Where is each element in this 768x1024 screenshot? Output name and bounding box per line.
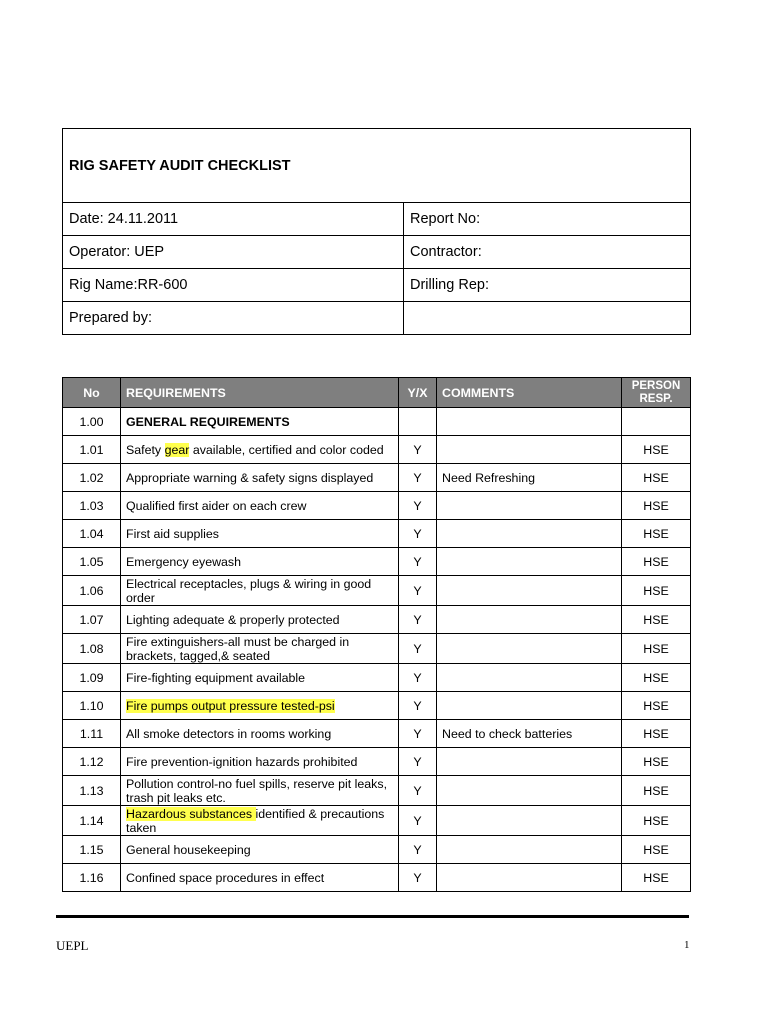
yx-value: Y (399, 748, 437, 776)
person-responsible: HSE (622, 634, 691, 664)
checklist-row (63, 634, 691, 664)
footer-company: UEPL (56, 938, 89, 953)
row-number: 1.14 (63, 806, 121, 836)
comment-text: Need to check batteries (437, 720, 622, 748)
row-number: 1.08 (63, 634, 121, 664)
row-number: 1.13 (63, 776, 121, 806)
person-responsible: HSE (622, 492, 691, 520)
yx-value: Y (399, 692, 437, 720)
operator-field: Operator: UEP (63, 236, 404, 269)
requirement-text (121, 748, 399, 776)
requirement-text-part: Lighting adequate & properly protected (126, 612, 340, 627)
comment-text (437, 776, 622, 806)
requirement-text (121, 464, 399, 492)
yx-value: Y (399, 720, 437, 748)
checklist-row (63, 664, 691, 692)
column-header-requirements: REQUIREMENTS (121, 378, 399, 408)
checklist-row (63, 836, 691, 864)
comment-text (437, 576, 622, 606)
date-field: Date: 24.11.2011 (63, 203, 404, 236)
comment-text (437, 664, 622, 692)
yx-value: Y (399, 576, 437, 606)
prepared-by-value (404, 302, 691, 335)
highlighted-text: gear (164, 442, 190, 457)
checklist-row (63, 692, 691, 720)
column-header-yx: Y/X (399, 378, 437, 408)
comment-text (437, 634, 622, 664)
checklist-row (63, 748, 691, 776)
requirement-text (121, 806, 399, 836)
rig-name-field: Rig Name:RR-600 (63, 269, 404, 302)
checklist-row (63, 576, 691, 606)
yx-value: Y (399, 520, 437, 548)
comment-text (437, 492, 622, 520)
yx-value: Y (399, 548, 437, 576)
requirement-text-part: available, certified and color coded (189, 442, 384, 457)
comment-text (437, 548, 622, 576)
yx-value: Y (399, 492, 437, 520)
checklist-table (62, 377, 691, 892)
page-number: 1 (684, 939, 690, 951)
comment-text (437, 836, 622, 864)
checklist-row (63, 464, 691, 492)
requirement-text-part: Electrical receptacles, plugs & wiring in good order (126, 576, 372, 605)
comment-text (437, 606, 622, 634)
requirement-text (121, 836, 399, 864)
comment-text (437, 806, 622, 836)
requirement-text (121, 720, 399, 748)
requirement-text-part: Pollution control-no fuel spills, reserve pit leaks, trash pit leaks etc. (126, 776, 388, 805)
checklist-row (63, 492, 691, 520)
requirement-text (121, 776, 399, 806)
highlighted-text: Hazardous substances (126, 806, 256, 821)
person-responsible: HSE (622, 776, 691, 806)
yx-value: Y (399, 776, 437, 806)
report-no-field: Report No: (404, 203, 691, 236)
person-responsible: HSE (622, 520, 691, 548)
checklist-row (63, 520, 691, 548)
requirement-text (121, 548, 399, 576)
person-responsible: HSE (622, 720, 691, 748)
drilling-rep-field: Drilling Rep: (404, 269, 691, 302)
requirement-text (121, 576, 399, 606)
comment-text (437, 864, 622, 892)
requirement-text (121, 692, 399, 720)
checklist-row (63, 864, 691, 892)
requirement-text (121, 634, 399, 664)
comment-text (437, 520, 622, 548)
person-responsible: HSE (622, 436, 691, 464)
requirement-text-part: Fire extinguishers-all must be charged in brackets, tagged,& seated (126, 634, 350, 663)
row-number: 1.06 (63, 576, 121, 606)
requirement-text-part: General housekeeping (126, 842, 251, 857)
audit-header-table (62, 128, 691, 335)
checklist-row (63, 606, 691, 634)
checklist-row (63, 548, 691, 576)
yx-value: Y (399, 806, 437, 836)
section-title: GENERAL REQUIREMENTS (121, 408, 399, 436)
row-number: 1.00 (63, 408, 121, 436)
row-number: 1.04 (63, 520, 121, 548)
requirement-text-part: Emergency eyewash (126, 554, 242, 569)
column-header-no: No (63, 378, 121, 408)
person-header-line2: RESP. (639, 392, 673, 405)
requirement-text-part: Fire prevention-ignition hazards prohibited (126, 754, 358, 769)
row-number: 1.11 (63, 720, 121, 748)
row-number: 1.05 (63, 548, 121, 576)
row-number: 1.02 (63, 464, 121, 492)
row-number: 1.15 (63, 836, 121, 864)
person-responsible: HSE (622, 464, 691, 492)
checklist-row (63, 436, 691, 464)
person-responsible: HSE (622, 806, 691, 836)
row-number: 1.09 (63, 664, 121, 692)
yx-value: Y (399, 464, 437, 492)
row-number: 1.01 (63, 436, 121, 464)
requirement-text (121, 436, 399, 464)
comment-text (437, 748, 622, 776)
row-number: 1.10 (63, 692, 121, 720)
yx-value: Y (399, 634, 437, 664)
requirement-text-part: First aid supplies (126, 526, 219, 541)
row-number: 1.07 (63, 606, 121, 634)
column-header-comments: COMMENTS (437, 378, 622, 408)
comment-text (437, 692, 622, 720)
requirement-text (121, 492, 399, 520)
row-number: 1.16 (63, 864, 121, 892)
yx-value: Y (399, 436, 437, 464)
person-responsible: HSE (622, 606, 691, 634)
person-responsible: HSE (622, 692, 691, 720)
checklist-header-row (63, 378, 691, 408)
document-title: RIG SAFETY AUDIT CHECKLIST (63, 129, 691, 203)
requirement-text-part: All smoke detectors in rooms working (126, 726, 332, 741)
row-number: 1.12 (63, 748, 121, 776)
requirement-text (121, 606, 399, 634)
person-responsible: HSE (622, 548, 691, 576)
yx-value: Y (399, 606, 437, 634)
person-responsible: HSE (622, 664, 691, 692)
yx-value: Y (399, 836, 437, 864)
person-responsible: HSE (622, 576, 691, 606)
yx-value: Y (399, 864, 437, 892)
comment-text (437, 436, 622, 464)
requirement-text-part: Fire-fighting equipment available (126, 670, 306, 685)
prepared-by-field: Prepared by: (63, 302, 404, 335)
checklist-row (63, 720, 691, 748)
requirement-text (121, 520, 399, 548)
yx-value: Y (399, 664, 437, 692)
person-header-line1: PERSON (631, 379, 681, 392)
comment-text: Need Refreshing (437, 464, 622, 492)
checklist-row (63, 806, 691, 836)
row-number: 1.03 (63, 492, 121, 520)
checklist-row (63, 776, 691, 806)
footer-divider (56, 915, 689, 918)
requirement-text-part: Appropriate warning & safety signs displayed (126, 470, 374, 485)
requirement-text-part: identified & precautions taken (126, 806, 385, 835)
highlighted-text: Fire pumps output pressure tested-psi (126, 698, 335, 713)
requirement-text (121, 864, 399, 892)
column-header-person-resp (622, 378, 691, 408)
requirement-text (121, 664, 399, 692)
person-responsible: HSE (622, 864, 691, 892)
requirement-text-part: Safety (126, 442, 165, 457)
person-responsible: HSE (622, 748, 691, 776)
requirement-text-part: Qualified first aider on each crew (126, 498, 307, 513)
contractor-field: Contractor: (404, 236, 691, 269)
person-responsible: HSE (622, 836, 691, 864)
section-row (63, 408, 691, 436)
requirement-text-part: Confined space procedures in effect (126, 870, 325, 885)
